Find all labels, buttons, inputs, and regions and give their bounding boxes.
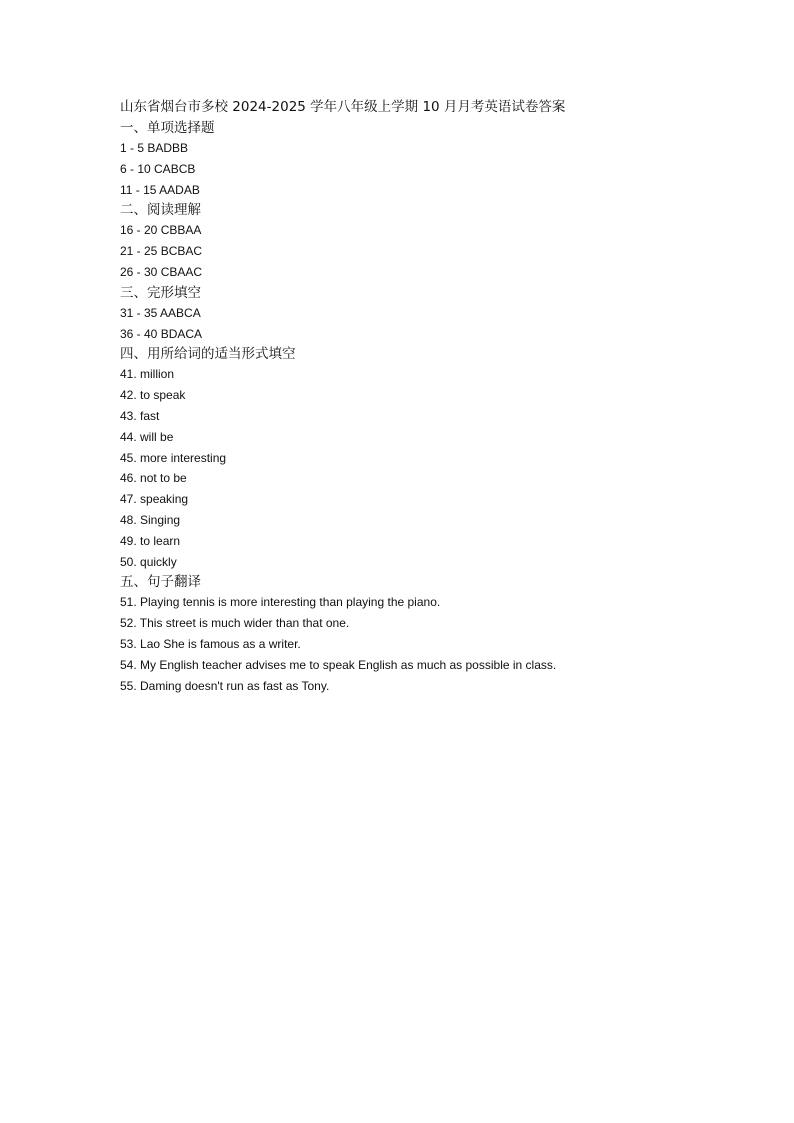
answer-line: 47. speaking xyxy=(120,492,189,507)
answer-line: 45. more interesting xyxy=(120,450,227,465)
section-heading-sentence-translation: 五、句子翻译 xyxy=(120,574,201,591)
answer-line: 11 - 15 AADAB xyxy=(120,182,200,197)
answer-line: 16 - 20 CBBAA xyxy=(120,223,202,238)
answer-line: 42. to speak xyxy=(120,388,186,403)
answer-line: 21 - 25 BCBAC xyxy=(120,244,203,259)
answer-line: 53. Lao She is famous as a writer. xyxy=(120,636,301,651)
document-title: 山东省烟台市多校 2024-2025 学年八年级上学期 10 月月考英语试卷答案 xyxy=(120,99,566,115)
answer-line: 1 - 5 BADBB xyxy=(120,141,189,155)
answer-line: 52. This street is much wider than that one. xyxy=(120,616,350,631)
answer-line: 6 - 10 CABCB xyxy=(120,161,196,176)
answer-line: 51. Playing tennis is more interesting than playing the piano. xyxy=(120,595,441,610)
answer-line: 44. will be xyxy=(120,429,174,444)
answer-key-content xyxy=(120,96,740,696)
answer-line: 46. not to be xyxy=(120,471,187,486)
section-heading-multiple-choice: 一、单项选择题 xyxy=(120,120,215,136)
answer-line: 54. My English teacher advises me to speak English as much as possible in class. xyxy=(120,657,557,672)
section-heading-cloze: 三、完形填空 xyxy=(120,284,201,301)
section-heading-word-forms: 四、用所给词的适当形式填空 xyxy=(120,346,296,363)
answer-line: 48. Singing xyxy=(120,512,181,527)
answer-line: 41. million xyxy=(120,367,175,382)
answer-line: 49. to learn xyxy=(120,533,181,548)
answer-line: 55. Daming doesn't run as fast as Tony. xyxy=(120,678,330,693)
answer-line: 50. quickly xyxy=(120,554,177,569)
section-heading-reading-comprehension: 二、阅读理解 xyxy=(120,202,201,219)
answer-line: 31 - 35 AABCA xyxy=(120,305,201,320)
answer-line: 26 - 30 CBAAC xyxy=(120,264,203,279)
answer-line: 36 - 40 BDACA xyxy=(120,326,203,341)
answer-line: 43. fast xyxy=(120,408,160,423)
